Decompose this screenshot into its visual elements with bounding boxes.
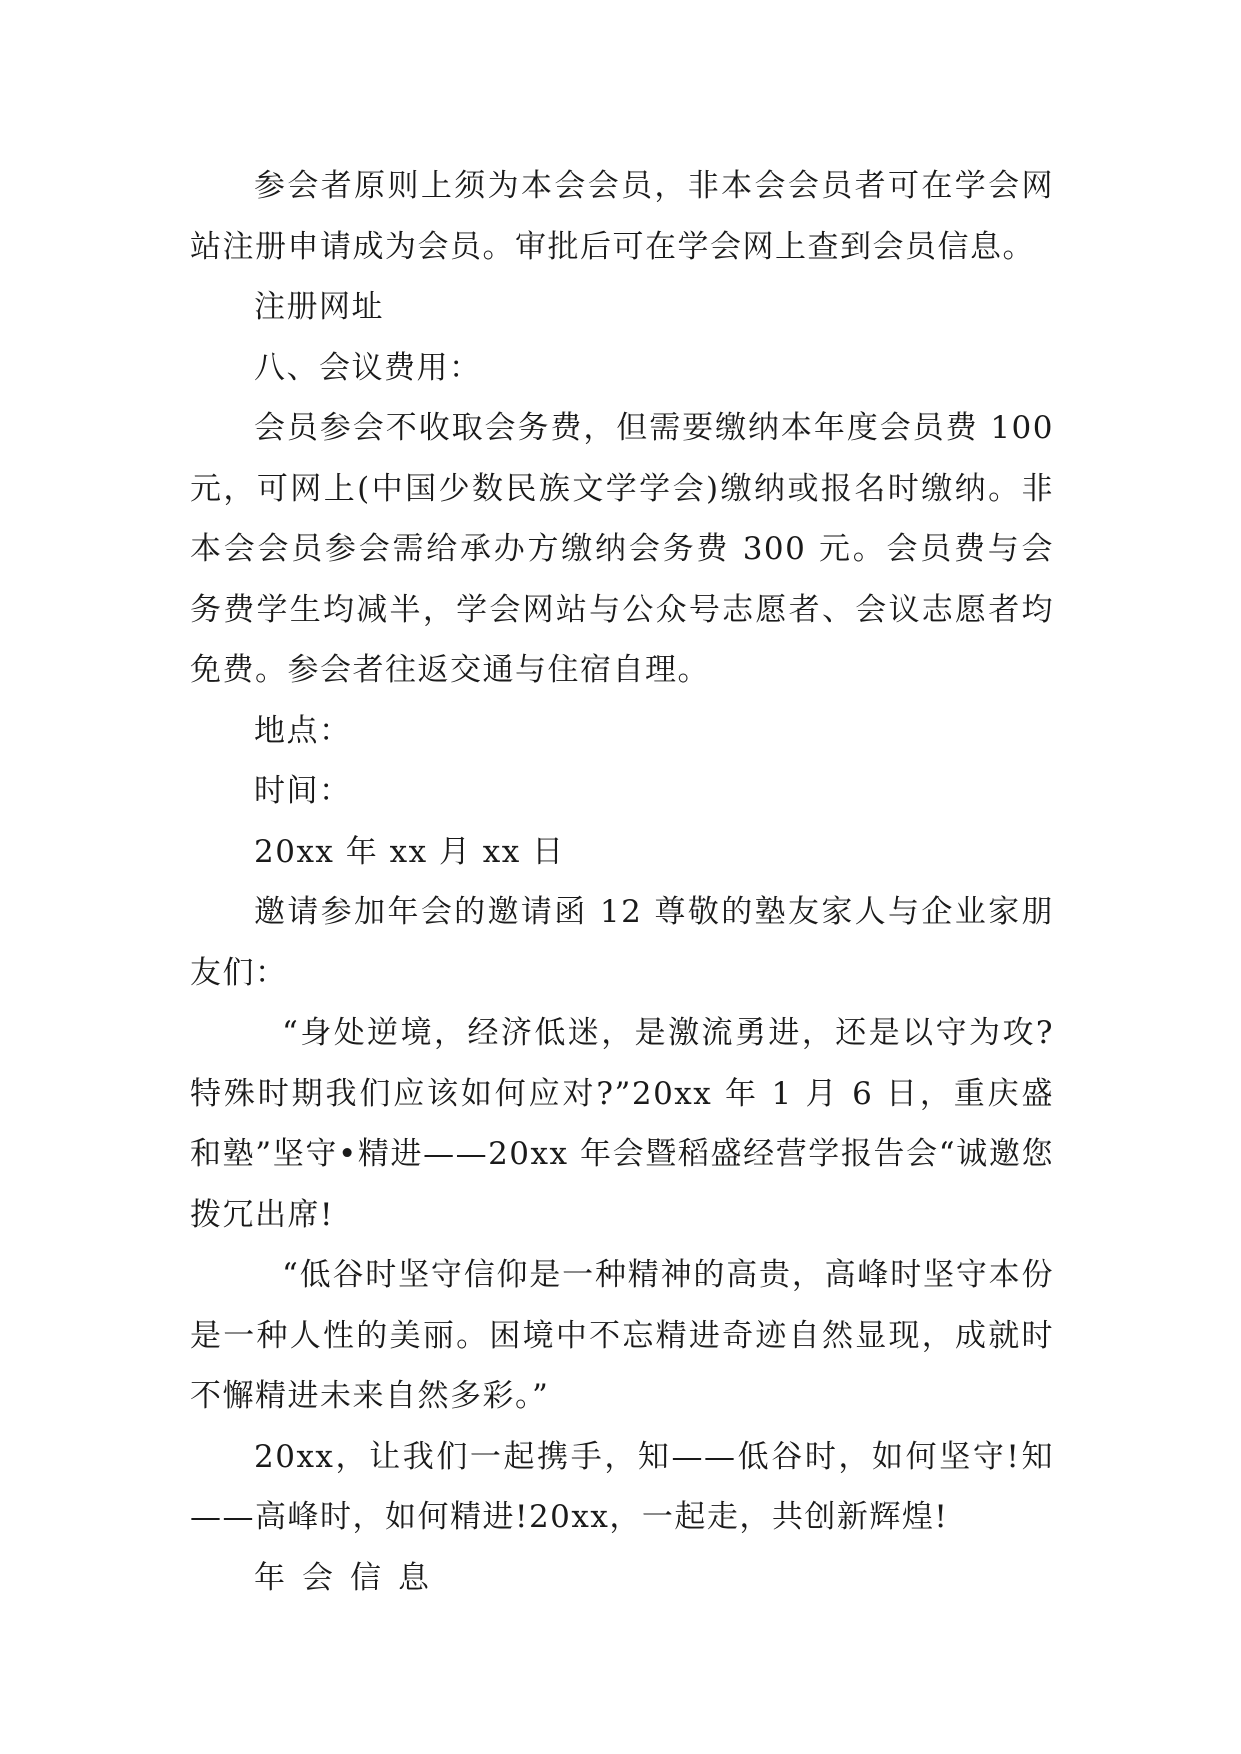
paragraph-fees: 会员参会不收取会务费，但需要缴纳本年度会员费 100 元，可网上(中国少数民族文学学会)缴纳或报名时缴纳。非本会会员参会需给承办方缴纳会务费 300 元。会员费与会务费学生均减半，学会网站与公众号志愿者、会议志愿者均免费。参会者往返交通与住宿自理。 bbox=[190, 410, 1054, 688]
section-heading-fees: 八、会议费用： bbox=[254, 349, 482, 386]
paragraph-date: 20xx 年 xx 月 xx 日 bbox=[254, 833, 565, 870]
paragraph-registration-url: 注册网址 bbox=[254, 289, 384, 325]
paragraph-membership: 参会者原则上须为本会会员，非本会会员者可在学会网站注册申请成为会员。审批后可在学会网上查到会员信息。 bbox=[190, 168, 1054, 265]
section-heading-annual-meeting-info: 年会信息 bbox=[254, 1559, 446, 1596]
paragraph-location: 地点： bbox=[254, 712, 352, 749]
paragraph-call-to-action: 20xx，让我们一起携手，知——低谷时，如何坚守!知——高峰时，如何精进!20xx，一起走，共创新辉煌! bbox=[190, 1438, 1054, 1535]
paragraph-quote-adversity: “身处逆境，经济低迷，是激流勇进，还是以守为攻?特殊时期我们应该如何应对?”20xx 年 1 月 6 日，重庆盛和塾”坚守•精进——20xx 年会暨稻盛经营学报告会“诚邀您拨冗出席! bbox=[190, 1015, 1054, 1233]
document-page bbox=[190, 156, 1054, 1608]
paragraph-quote-valley-peak: “低谷时坚守信仰是一种精神的高贵，高峰时坚守本份是一种人性的美丽。困境中不忘精进奇迹自然显现，成就时不懈精进未来自然多彩。” bbox=[190, 1257, 1054, 1414]
paragraph-time: 时间： bbox=[254, 773, 352, 809]
paragraph-invitation-greeting: 邀请参加年会的邀请函 12 尊敬的塾友家人与企业家朋友们： bbox=[190, 894, 1054, 991]
